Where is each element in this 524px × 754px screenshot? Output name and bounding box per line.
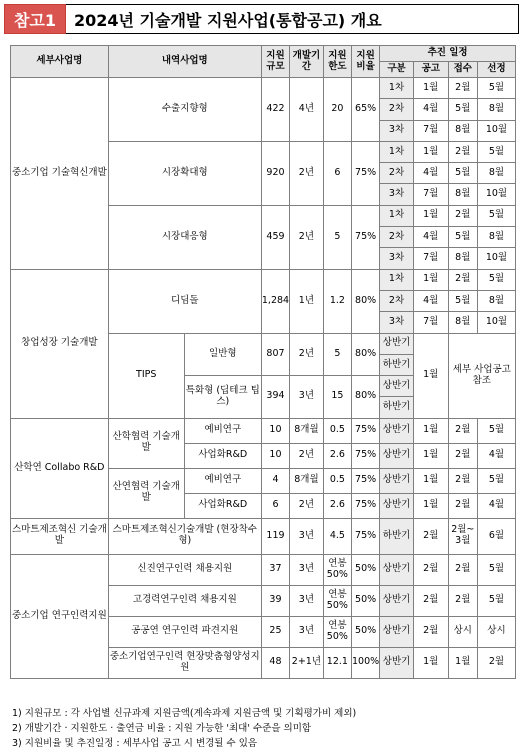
scale-cell: 807 [261, 333, 289, 376]
ratio-cell: 80% [351, 269, 379, 333]
announce-cell: 7월 [413, 184, 448, 205]
round-cell: 3차 [380, 120, 414, 141]
select-cell: 10월 [477, 120, 515, 141]
ratio-cell: 75% [351, 205, 379, 269]
ratio-cell: 75% [351, 518, 379, 554]
scale-cell: 920 [261, 141, 289, 205]
ratio-cell: 75% [351, 418, 379, 443]
announce-cell: 2월 [413, 616, 448, 647]
limit-cell: 6 [323, 141, 351, 205]
receive-cell: 5월 [448, 227, 477, 248]
period-cell: 3년 [290, 616, 324, 647]
limit-cell: 0.5 [323, 468, 351, 493]
select-cell: 10월 [477, 184, 515, 205]
select-cell: 5월 [477, 269, 515, 290]
round-cell: 하반기 [380, 397, 414, 418]
limit-cell: 4.5 [323, 518, 351, 554]
select-cell: 5월 [477, 554, 515, 585]
period-cell: 3년 [290, 585, 324, 616]
col-period: 개발기간 [290, 46, 324, 78]
group-name: TIPS [108, 333, 184, 418]
scale-cell: 10 [261, 418, 289, 443]
receive-cell: 2월 [448, 443, 477, 468]
limit-cell: 12.1 [323, 647, 351, 678]
announce-cell: 2월 [413, 585, 448, 616]
announce-cell: 1월 [413, 418, 448, 443]
col-program: 세부사업명 [11, 46, 109, 78]
period-cell: 2년 [290, 205, 324, 269]
subprogram-name: 중소기업연구인력 현장맞춤형양성지원 [108, 647, 261, 678]
period-cell: 2+1년 [290, 647, 324, 678]
receive-cell: 8월 [448, 184, 477, 205]
ratio-cell: 80% [351, 333, 379, 376]
subprogram-name: 수출지향형 [108, 78, 261, 142]
select-cell: 5월 [477, 585, 515, 616]
announce-cell: 7월 [413, 120, 448, 141]
subprogram-name: 시장대응형 [108, 205, 261, 269]
announce-cell: 4월 [413, 227, 448, 248]
table-row [11, 269, 516, 290]
scale-cell: 394 [261, 376, 289, 419]
receive-cell: 2월 [448, 554, 477, 585]
scale-cell: 459 [261, 205, 289, 269]
announce-cell: 7월 [413, 248, 448, 269]
ratio-cell: 75% [351, 141, 379, 205]
table-row [11, 78, 516, 99]
period-cell: 2년 [290, 141, 324, 205]
round-cell: 1차 [380, 78, 414, 99]
period-cell: 8개월 [290, 418, 324, 443]
round-cell: 상반기 [380, 585, 414, 616]
col-select: 선정 [477, 62, 515, 78]
program-table [10, 45, 516, 679]
limit-cell: 0.5 [323, 418, 351, 443]
announce-cell: 4월 [413, 163, 448, 184]
select-cell: 상시 [477, 616, 515, 647]
round-cell: 상반기 [380, 443, 414, 468]
table-row [11, 418, 516, 443]
period-cell: 2년 [290, 443, 324, 468]
program-name: 창업성장 기술개발 [11, 269, 109, 418]
limit-cell: 15 [323, 376, 351, 419]
scale-cell: 48 [261, 647, 289, 678]
col-subprogram: 내역사업명 [108, 46, 261, 78]
period-cell: 3년 [290, 518, 324, 554]
program-name: 산학연 Collabo R&D [11, 418, 109, 518]
subprogram-name: 고경력연구인력 채용지원 [108, 585, 261, 616]
receive-cell: 2월 [448, 78, 477, 99]
scale-cell: 37 [261, 554, 289, 585]
round-cell: 1차 [380, 141, 414, 162]
subprogram-name: 예비연구 [184, 418, 261, 443]
announce-cell: 1월 [413, 205, 448, 226]
select-cell: 5월 [477, 205, 515, 226]
col-receive: 접수 [448, 62, 477, 78]
round-cell: 상반기 [380, 493, 414, 518]
col-round: 구분 [380, 62, 414, 78]
ratio-cell: 100% [351, 647, 379, 678]
announce-cell: 1월 [413, 493, 448, 518]
announce-cell: 1월 [413, 647, 448, 678]
select-cell: 8월 [477, 163, 515, 184]
ratio-cell: 75% [351, 443, 379, 468]
program-name: 중소기업 기술혁신개발 [11, 78, 109, 270]
round-cell: 상반기 [380, 554, 414, 585]
select-cell: 2월 [477, 647, 515, 678]
limit-cell: 5 [323, 205, 351, 269]
ratio-cell: 80% [351, 376, 379, 419]
round-cell: 상반기 [380, 333, 414, 354]
scale-cell: 39 [261, 585, 289, 616]
limit-cell: 2.6 [323, 493, 351, 518]
round-cell: 1차 [380, 269, 414, 290]
scale-cell: 25 [261, 616, 289, 647]
receive-cell: 2월 [448, 468, 477, 493]
col-schedule: 추진 일정 [380, 46, 516, 62]
receive-cell: 2월~ 3월 [448, 518, 477, 554]
announce-cell: 2월 [413, 554, 448, 585]
announce-cell: 1월 [413, 443, 448, 468]
footnotes [12, 706, 356, 751]
round-cell: 3차 [380, 248, 414, 269]
limit-cell: 연봉 50% [323, 554, 351, 585]
select-cell: 8월 [477, 99, 515, 120]
round-cell: 2차 [380, 99, 414, 120]
select-cell: 6월 [477, 518, 515, 554]
program-name: 스마트제조혁신 기술개발 [11, 518, 109, 554]
receive-cell: 2월 [448, 205, 477, 226]
period-cell: 2년 [290, 493, 324, 518]
round-cell: 2차 [380, 163, 414, 184]
select-cell: 8월 [477, 290, 515, 311]
scale-cell: 422 [261, 78, 289, 142]
announce-cell: 7월 [413, 312, 448, 333]
round-cell: 하반기 [380, 354, 414, 375]
round-cell: 상반기 [380, 376, 414, 397]
limit-cell: 20 [323, 78, 351, 142]
subprogram-name: 특화형 (딥테크 팁스) [184, 376, 261, 419]
select-cell: 10월 [477, 312, 515, 333]
select-cell: 5월 [477, 141, 515, 162]
round-cell: 2차 [380, 290, 414, 311]
round-cell: 2차 [380, 227, 414, 248]
period-cell: 1년 [290, 269, 324, 333]
report-header [4, 4, 519, 34]
announce-cell: 1월 [413, 78, 448, 99]
ratio-cell: 75% [351, 468, 379, 493]
receive-cell: 5월 [448, 290, 477, 311]
ratio-cell: 50% [351, 616, 379, 647]
announce-cell: 2월 [413, 518, 448, 554]
receive-cell: 5월 [448, 99, 477, 120]
select-cell: 8월 [477, 227, 515, 248]
reference-tag: 참고1 [4, 4, 66, 34]
receive-cell: 8월 [448, 312, 477, 333]
footnote: 1) 지원규모 : 각 사업별 신규과제 지원금액(계속과제 지원금액 및 기획평가비 제외) [12, 708, 357, 719]
receive-cell: 2월 [448, 418, 477, 443]
footnote: 3) 지원비율 및 추진일정 : 세부사업 공고 시 변경될 수 있음 [12, 738, 258, 749]
period-cell: 8개월 [290, 468, 324, 493]
limit-cell: 연봉 50% [323, 585, 351, 616]
round-cell: 상반기 [380, 647, 414, 678]
ratio-cell: 50% [351, 554, 379, 585]
subprogram-name: 디딤돌 [108, 269, 261, 333]
subprogram-name: 일반형 [184, 333, 261, 376]
round-cell: 3차 [380, 312, 414, 333]
announce-cell: 4월 [413, 99, 448, 120]
period-cell: 3년 [290, 554, 324, 585]
limit-cell: 5 [323, 333, 351, 376]
receive-cell: 1월 [448, 647, 477, 678]
table-row [11, 554, 516, 585]
subprogram-name: 공공연 연구인력 파견지원 [108, 616, 261, 647]
subprogram-name: 신진연구인력 채용지원 [108, 554, 261, 585]
select-cell: 10월 [477, 248, 515, 269]
subprogram-name: 사업화R&D [184, 493, 261, 518]
ratio-cell: 75% [351, 493, 379, 518]
round-cell: 3차 [380, 184, 414, 205]
select-cell: 4월 [477, 443, 515, 468]
receive-cell: 8월 [448, 248, 477, 269]
period-cell: 4년 [290, 78, 324, 142]
receive-cell: 5월 [448, 163, 477, 184]
receive-cell: 2월 [448, 269, 477, 290]
announce-cell: 1월 [413, 333, 448, 418]
scale-cell: 1,284 [261, 269, 289, 333]
receive-cell: 상시 [448, 616, 477, 647]
scale-cell: 4 [261, 468, 289, 493]
select-cell: 5월 [477, 468, 515, 493]
round-cell: 1차 [380, 205, 414, 226]
select-cell: 5월 [477, 78, 515, 99]
announce-cell: 1월 [413, 141, 448, 162]
footnote: 2) 개발기간 · 지원한도 · 출연금 비율 : 지원 가능한 '최대' 수준을 의미함 [12, 723, 312, 734]
group-name: 산연협력 기술개발 [108, 468, 184, 518]
header-row [11, 46, 516, 62]
limit-cell: 1.2 [323, 269, 351, 333]
round-cell: 상반기 [380, 468, 414, 493]
receive-cell: 2월 [448, 141, 477, 162]
col-ratio: 지원비율 [351, 46, 379, 78]
subprogram-name: 사업화R&D [184, 443, 261, 468]
ratio-cell: 50% [351, 585, 379, 616]
round-cell: 상반기 [380, 418, 414, 443]
col-announce: 공고 [413, 62, 448, 78]
announce-cell: 1월 [413, 468, 448, 493]
col-scale: 지원규모 [261, 46, 289, 78]
select-cell: 5월 [477, 418, 515, 443]
period-cell: 2년 [290, 333, 324, 376]
limit-cell: 연봉 50% [323, 616, 351, 647]
table-row [11, 518, 516, 554]
receive-cell: 8월 [448, 120, 477, 141]
scale-cell: 119 [261, 518, 289, 554]
subprogram-name: 시장확대형 [108, 141, 261, 205]
limit-cell: 2.6 [323, 443, 351, 468]
col-limit: 지원한도 [323, 46, 351, 78]
scale-cell: 10 [261, 443, 289, 468]
period-cell: 3년 [290, 376, 324, 419]
subprogram-name: 스마트제조혁신기술개발 (현장착수형) [108, 518, 261, 554]
schedule-note: 세부 사업공고 참조 [448, 333, 515, 418]
round-cell: 하반기 [380, 518, 414, 554]
page-title: 2024년 기술개발 지원사업(통합공고) 개요 [66, 4, 519, 34]
subprogram-name: 예비연구 [184, 468, 261, 493]
program-name: 중소기업 연구인력지원 [11, 554, 109, 678]
announce-cell: 1월 [413, 269, 448, 290]
receive-cell: 2월 [448, 585, 477, 616]
scale-cell: 6 [261, 493, 289, 518]
receive-cell: 2월 [448, 493, 477, 518]
announce-cell: 4월 [413, 290, 448, 311]
group-name: 산학협력 기술개발 [108, 418, 184, 468]
select-cell: 4월 [477, 493, 515, 518]
ratio-cell: 65% [351, 78, 379, 142]
round-cell: 상반기 [380, 616, 414, 647]
